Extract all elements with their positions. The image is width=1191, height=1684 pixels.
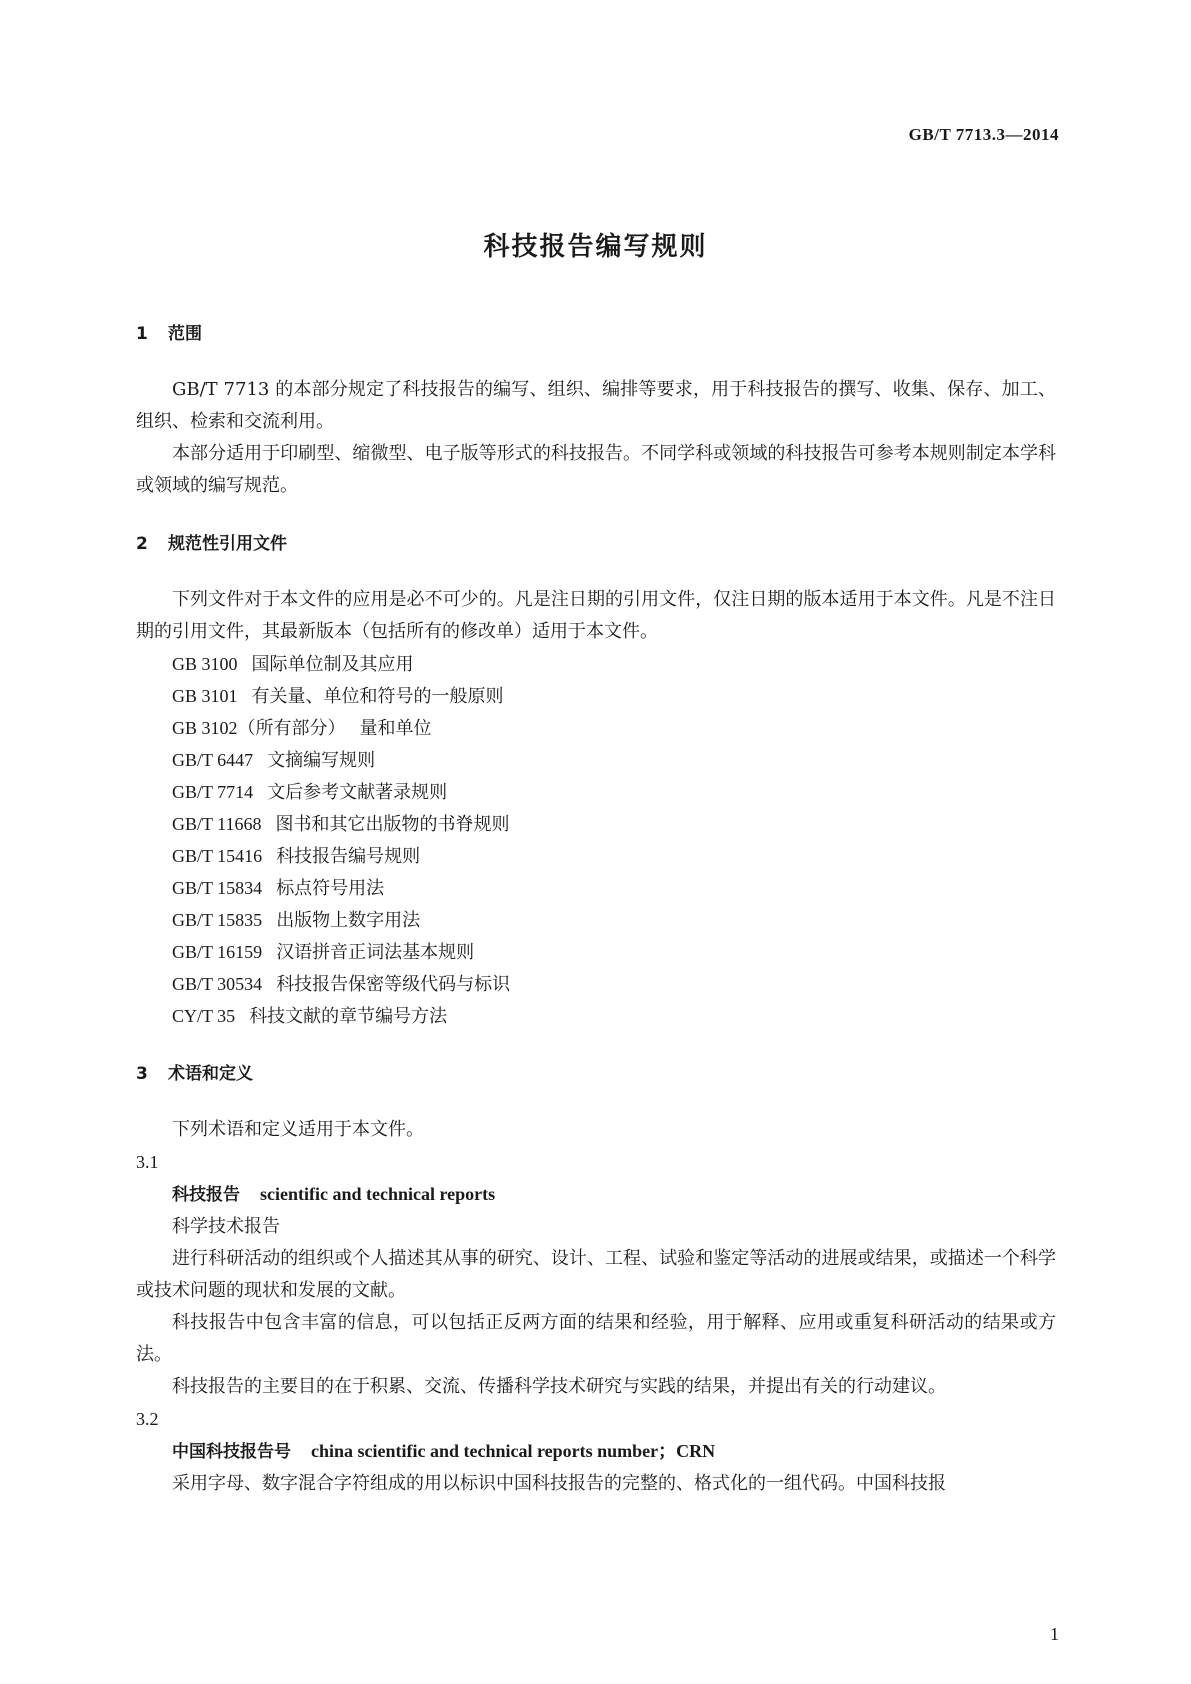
reference-code: GB/T 15834 <box>172 878 263 898</box>
reference-code: GB 3102（所有部分） <box>172 718 346 738</box>
reference-item <box>172 776 1056 808</box>
term-alternative: 科学技术报告 <box>172 1216 280 1237</box>
reference-code: GB/T 7714 <box>172 782 254 802</box>
reference-code: GB/T 6447 <box>172 750 254 770</box>
term-en: china scientific and technical reports number；CRN <box>311 1441 716 1461</box>
reference-code: GB 3101 <box>172 686 238 706</box>
reference-title: 汉语拼音正词法基本规则 <box>276 942 475 963</box>
paragraph: GB/T 7713 的本部分规定了科技报告的编写、组织、编排等要求，用于科技报告的撰写、收集、保存、加工、组织、检索和交流利用。 <box>136 379 1056 432</box>
paragraph: 下列术语和定义适用于本文件。 <box>172 1119 424 1140</box>
reference-item <box>172 712 1056 744</box>
page-number: 1 <box>1050 1624 1059 1644</box>
section-title: 规范性引用文件 <box>168 534 287 554</box>
term-heading <box>136 1435 1056 1468</box>
reference-title: 标点符号用法 <box>276 878 385 899</box>
term-en: scientific and technical reports <box>260 1184 496 1204</box>
reference-title: 图书和其它出版物的书脊规则 <box>275 814 510 835</box>
reference-item <box>172 968 1056 1000</box>
reference-title: 科技报告编号规则 <box>276 846 421 867</box>
reference-title: 量和单位 <box>359 718 432 739</box>
term-zh: 中国科技报告号 <box>172 1442 291 1462</box>
paragraph: 下列文件对于本文件的应用是必不可少的。凡是注日期的引用文件，仅注日期的版本适用于本文件。凡是不注日期的引用文件，其最新版本（包括所有的修改单）适用于本文件。 <box>136 589 1056 642</box>
section-number: 3 <box>136 1064 148 1084</box>
paragraph: 科技报告的主要目的在于积累、交流、传播科学技术研究与实践的结果，并提出有关的行动建议。 <box>172 1376 946 1397</box>
paragraph: 进行科研活动的组织或个人描述其从事的研究、设计、工程、试验和鉴定等活动的进展或结果，或描述一个科学或技术问题的现状和发展的文献。 <box>136 1248 1056 1301</box>
section-heading-normative-references <box>136 528 1056 560</box>
section-number: 1 <box>136 324 148 344</box>
term-heading <box>136 1178 1056 1211</box>
reference-item <box>172 904 1056 936</box>
standard-code: GB/T 7713.3—2014 <box>908 125 1059 144</box>
reference-title: 科技报告保密等级代码与标识 <box>276 974 511 995</box>
reference-item <box>172 648 1056 680</box>
reference-title: 出版物上数字用法 <box>276 910 421 931</box>
reference-item <box>172 808 1056 840</box>
paragraph: 科技报告中包含丰富的信息，可以包括正反两方面的结果和经验，用于解释、应用或重复科研活动的结果或方法。 <box>136 1312 1056 1365</box>
reference-title: 文摘编写规则 <box>267 750 376 771</box>
term-number: 3.2 <box>136 1409 159 1429</box>
paragraph: 本部分适用于印刷型、缩微型、电子版等形式的科技报告。不同学科或领域的科技报告可参考本规则制定本学科或领域的编写规范。 <box>136 443 1056 496</box>
reference-code: GB/T 11668 <box>172 814 262 834</box>
section-title: 术语和定义 <box>168 1064 253 1084</box>
reference-code: GB/T 30534 <box>172 974 263 994</box>
reference-code: GB/T 15416 <box>172 846 263 866</box>
reference-code: GB/T 16159 <box>172 942 263 962</box>
reference-code: GB 3100 <box>172 654 238 674</box>
reference-title: 科技文献的章节编号方法 <box>249 1006 448 1027</box>
document-title: 科技报告编写规则 <box>483 232 708 262</box>
section-heading-terms <box>136 1058 1056 1090</box>
document-body <box>136 318 1056 1500</box>
reference-code: CY/T 35 <box>172 1006 236 1026</box>
reference-title: 文后参考文献著录规则 <box>267 782 448 803</box>
paragraph: 采用字母、数字混合字符组成的用以标识中国科技报告的完整的、格式化的一组代码。中国科技报 <box>172 1473 946 1494</box>
section-title: 范围 <box>168 324 202 344</box>
reference-item <box>172 936 1056 968</box>
term-number: 3.1 <box>136 1152 159 1172</box>
reference-item <box>172 680 1056 712</box>
reference-item <box>172 1000 1056 1032</box>
section-heading-scope <box>136 318 1056 350</box>
reference-item <box>172 872 1056 904</box>
reference-title: 有关量、单位和符号的一般原则 <box>251 686 504 707</box>
section-number: 2 <box>136 534 148 554</box>
term-zh: 科技报告 <box>172 1185 240 1205</box>
reference-item <box>172 744 1056 776</box>
reference-list <box>136 648 1056 1032</box>
reference-item <box>172 840 1056 872</box>
reference-title: 国际单位制及其应用 <box>251 654 414 675</box>
reference-code: GB/T 15835 <box>172 910 263 930</box>
